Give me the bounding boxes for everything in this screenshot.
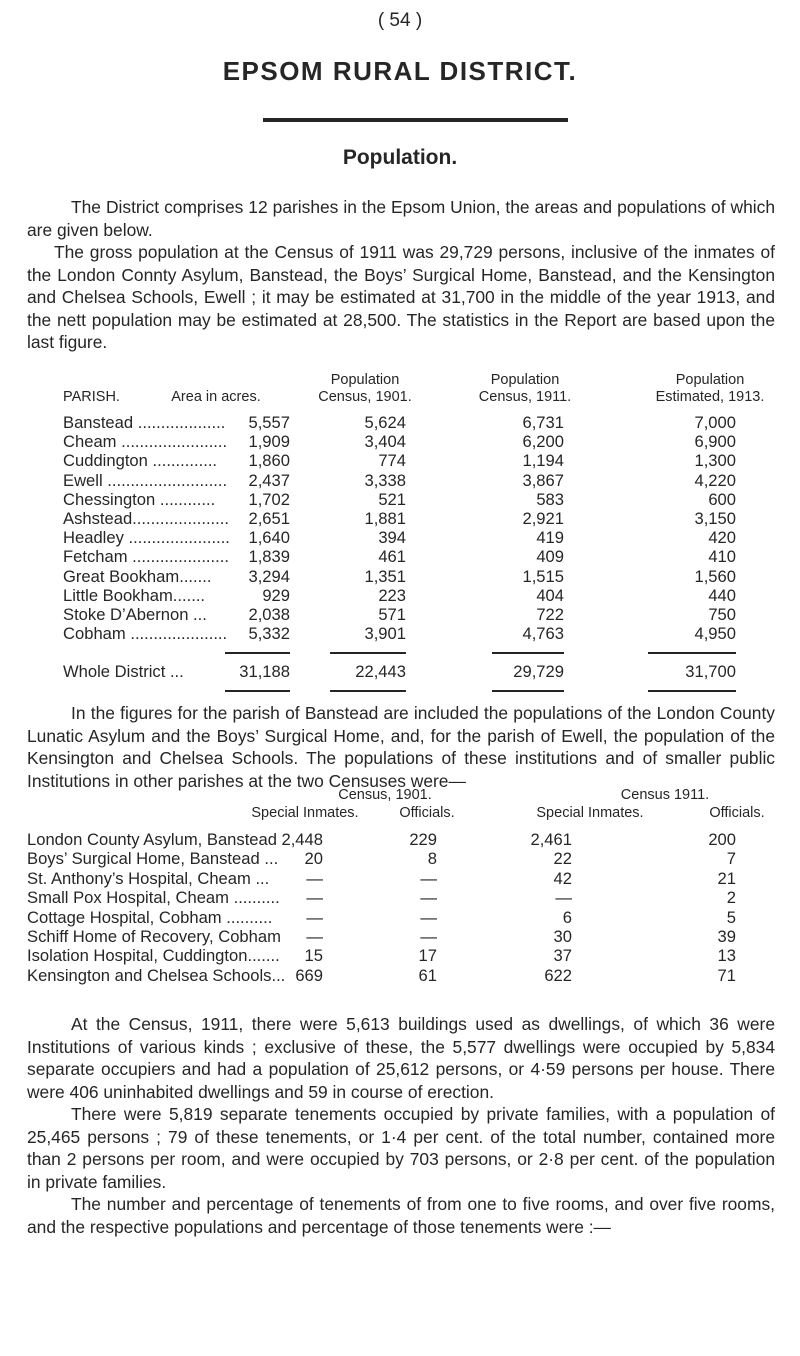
parish-cell-pop1901: 461 [378,547,406,567]
parish-cell-parish: Ewell .......................... [63,470,228,490]
institution-cell-inmates1901: 669 [295,965,323,985]
section-heading: Population. [342,146,458,169]
parish-cell-parish: Cuddington .............. [63,451,218,471]
institution-cell-name: Boys’ Surgical Home, Banstead ... [27,849,279,869]
parish-cell-pop1911: 6,731 [522,413,564,432]
header-area: Area in acres. [171,389,261,405]
intro-paragraph-1 [27,196,775,241]
parish-cell-parish: Little Bookham....... [63,585,206,605]
census-paragraph-3-text: The number and percentage of tenements of from one to five rooms, and over five rooms, and the respective populations and percentage of those tenements were :— [27,1194,775,1237]
census-paragraph-2-text: There were 5,819 separate tenements occupied by private families, with a population of 25,465 persons ; 79 of these tenements, or 1·4 per cent. of the total number, contained more than 2 persons per room, and were occupied by 703 persons, or 2·8 per cent. of the population in private families. [27,1104,775,1192]
parish-cell-pop1911: 1,194 [522,451,564,471]
total-underline-pop1911 [492,690,564,692]
parish-cell-pop1901: 3,404 [364,432,406,452]
parish-cell-pop1913: 1,300 [694,451,736,471]
title-divider [263,118,568,122]
institution-cell-officials1911: 39 [717,927,736,946]
total-underline-pop1901 [330,690,406,692]
institution-cell-officials1901: 61 [418,965,437,985]
parish-cell-pop1913: 4,950 [694,624,736,644]
institution-cell-name: Schiff Home of Recovery, Cobham [27,927,281,946]
institution-cell-officials1911: 200 [708,830,736,849]
institutions-paragraph [27,702,775,792]
header-parish: PARISH. [63,389,120,405]
parish-cell-parish: Stoke D’Abernon ... [63,605,207,624]
total-rule-area [225,652,290,654]
parish-cell-pop1913: 1,560 [694,566,736,586]
total-rule-pop1913 [648,652,736,654]
total-underline-area [225,690,290,692]
total-pop1911: 29,729 [513,662,564,681]
parish-cell-area: 3,294 [248,566,290,586]
institution-cell-inmates1911: 42 [553,868,572,888]
parish-cell-parish: Fetcham ..................... [63,547,229,567]
header-pop1913-line1: Population [675,372,745,388]
header-pop1911-line2: Census, 1911. [478,389,572,405]
page-number: ( 54 ) [377,10,423,31]
institution-cell-inmates1911: 37 [553,946,572,966]
parish-cell-pop1913: 410 [708,547,736,567]
census-paragraph-2 [27,1103,775,1193]
census-paragraph-3 [27,1193,775,1238]
institution-cell-name: Cottage Hospital, Cobham .......... [27,907,273,927]
intro-paragraph-2-text: The gross population at the Census of 1911 was 29,729 persons, inclusive of the inmates of the London Connty Asylum, Banstead, the Boys’ Surgical Home, Banstead, and the Kensington and Chelsea Schools, Ewell ; it may be estimated at 31,700 in the middle of the year 1913, and the nett population may be estimated at 28,500. The statistics in the Report are based upon the last figure. [27,242,775,352]
parish-cell-area: 1,640 [248,528,290,548]
parish-cell-area: 2,651 [248,509,290,528]
census-paragraph-1 [27,1013,775,1103]
parish-cell-pop1901: 774 [378,451,406,471]
institution-cell-inmates1911: 30 [553,927,572,946]
header-pop1901-line2: Census, 1901. [318,389,412,405]
parish-cell-pop1901: 223 [378,585,406,605]
header-pop1911-line1: Population [490,372,560,388]
institution-cell-officials1911: 5 [726,907,736,927]
parish-cell-area: 2,437 [248,470,290,490]
institution-cell-inmates1901: — [306,907,323,927]
parish-cell-area: 929 [262,585,290,605]
parish-cell-pop1913: 6,900 [694,432,736,452]
total-label: Whole District ... [63,662,184,681]
parish-cell-pop1911: 3,867 [522,470,564,490]
header-pop1901-line1: Population [330,372,400,388]
parish-cell-parish: Great Bookham....... [63,566,212,586]
parish-cell-pop1911: 722 [536,605,564,624]
institution-cell-name: London County Asylum, Banstead [27,830,277,849]
institutions-paragraph-text: In the figures for the parish of Banstead are included the populations of the London County Lunatic Asylum and the Boys’ Surgical Home, and, for the parish of Ewell, the population of the Kensington and Chelsea Schools. The populations of these institutions and of smaller public Institutions in other parishes at the two Censuses were— [27,703,775,791]
parish-cell-pop1901: 3,338 [364,470,406,490]
institution-cell-officials1901: 8 [427,849,437,869]
parish-cell-pop1911: 404 [536,585,564,605]
institution-cell-inmates1911: 6 [562,907,572,927]
institution-cell-inmates1901: 20 [304,849,323,869]
institution-cell-officials1911: 7 [726,849,736,869]
total-pop1913: 31,700 [685,662,736,681]
institution-cell-officials1901: 17 [418,946,437,966]
parish-cell-parish: Headley ...................... [63,528,230,548]
institution-cell-officials1911: 2 [726,888,736,908]
parish-cell-pop1911: 4,763 [522,624,564,644]
institution-cell-inmates1911: — [555,888,572,908]
institution-cell-name: Isolation Hospital, Cuddington....... [27,946,280,966]
institution-cell-officials1911: 71 [717,965,736,985]
parish-cell-area: 1,702 [248,489,290,509]
parish-cell-pop1901: 1,351 [364,566,406,586]
institution-cell-officials1901: — [420,927,437,946]
parish-cell-parish: Cheam ....................... [63,432,228,452]
header-inmates-1911: Special Inmates. [536,805,644,821]
header-census-1911: Census 1911. [620,787,710,803]
institution-cell-inmates1901: 15 [304,946,323,966]
institution-cell-officials1901: — [420,888,437,908]
parish-cell-area: 1,839 [248,547,290,567]
parish-cell-pop1901: 571 [378,605,406,624]
institution-cell-officials1911: 13 [717,946,736,966]
header-inmates-1901: Special Inmates. [251,805,359,821]
total-rule-pop1901 [330,652,406,654]
parish-cell-pop1901: 5,624 [364,413,406,432]
parish-cell-area: 5,332 [248,624,290,644]
parish-cell-pop1911: 583 [536,489,564,509]
institution-cell-name: Kensington and Chelsea Schools... [27,965,286,985]
parish-cell-parish: Chessington ............ [63,489,216,509]
parish-cell-pop1911: 2,921 [522,509,564,528]
parish-cell-pop1913: 750 [708,605,736,624]
institution-cell-inmates1911: 22 [553,849,572,869]
parish-cell-parish: Ashstead..................... [63,509,230,528]
header-officials-1901: Officials. [399,805,455,821]
parish-cell-pop1913: 4,220 [694,470,736,490]
total-pop1901: 22,443 [355,662,406,681]
intro-paragraph-2 [27,241,775,354]
institution-cell-inmates1901: — [306,868,323,888]
page-title: EPSOM RURAL DISTRICT. [222,56,578,86]
parish-cell-area: 2,038 [248,605,290,624]
parish-cell-pop1913: 600 [708,489,736,509]
header-pop1913-line2: Estimated, 1913. [655,389,765,405]
parish-cell-pop1913: 440 [708,585,736,605]
parish-cell-pop1901: 3,901 [364,624,406,644]
header-census-1901: Census, 1901. [338,787,432,803]
parish-cell-parish: Banstead ................... [63,413,226,432]
institution-cell-inmates1901: 2,448 [281,830,323,849]
parish-cell-pop1913: 420 [708,528,736,548]
institution-cell-inmates1901: — [306,888,323,908]
header-officials-1911: Officials. [709,805,765,821]
parish-cell-pop1901: 1,881 [364,509,406,528]
parish-cell-pop1911: 409 [536,547,564,567]
institution-cell-name: St. Anthony’s Hospital, Cheam ... [27,868,270,888]
parish-cell-pop1911: 1,515 [522,566,564,586]
institution-cell-officials1901: — [420,868,437,888]
parish-cell-pop1913: 3,150 [694,509,736,528]
parish-cell-area: 1,860 [248,451,290,471]
total-underline-pop1913 [648,690,736,692]
intro-paragraph-1-text: The District comprises 12 parishes in the Epsom Union, the areas and populations of which are given below. [27,197,775,240]
parish-cell-parish: Cobham ..................... [63,624,228,644]
institution-cell-inmates1911: 2,461 [530,830,572,849]
parish-cell-pop1911: 6,200 [522,432,564,452]
institution-cell-name: Small Pox Hospital, Cheam .......... [27,888,280,908]
total-area: 31,188 [239,662,290,681]
institution-cell-inmates1911: 622 [544,965,572,985]
parish-cell-pop1901: 394 [378,528,406,548]
institution-cell-inmates1901: — [306,927,323,946]
parish-cell-pop1913: 7,000 [694,413,736,432]
parish-cell-pop1911: 419 [536,528,564,548]
institution-cell-officials1901: — [420,907,437,927]
parish-cell-area: 1,909 [248,432,290,452]
institution-cell-officials1901: 229 [409,830,437,849]
parish-cell-area: 5,557 [248,413,290,432]
census-paragraph-1-text: At the Census, 1911, there were 5,613 buildings used as dwellings, of which 36 were Institutions of various kinds ; exclusive of these, the 5,577 dwellings were occupied by 5,834 separate occupiers and had a population of 25,612 persons, or 4·59 persons per house. There were 406 uninhabited dwellings and 59 in course of erection. [27,1014,775,1102]
institution-cell-officials1911: 21 [717,868,736,888]
total-rule-pop1911 [492,652,564,654]
parish-cell-pop1901: 521 [378,489,406,509]
